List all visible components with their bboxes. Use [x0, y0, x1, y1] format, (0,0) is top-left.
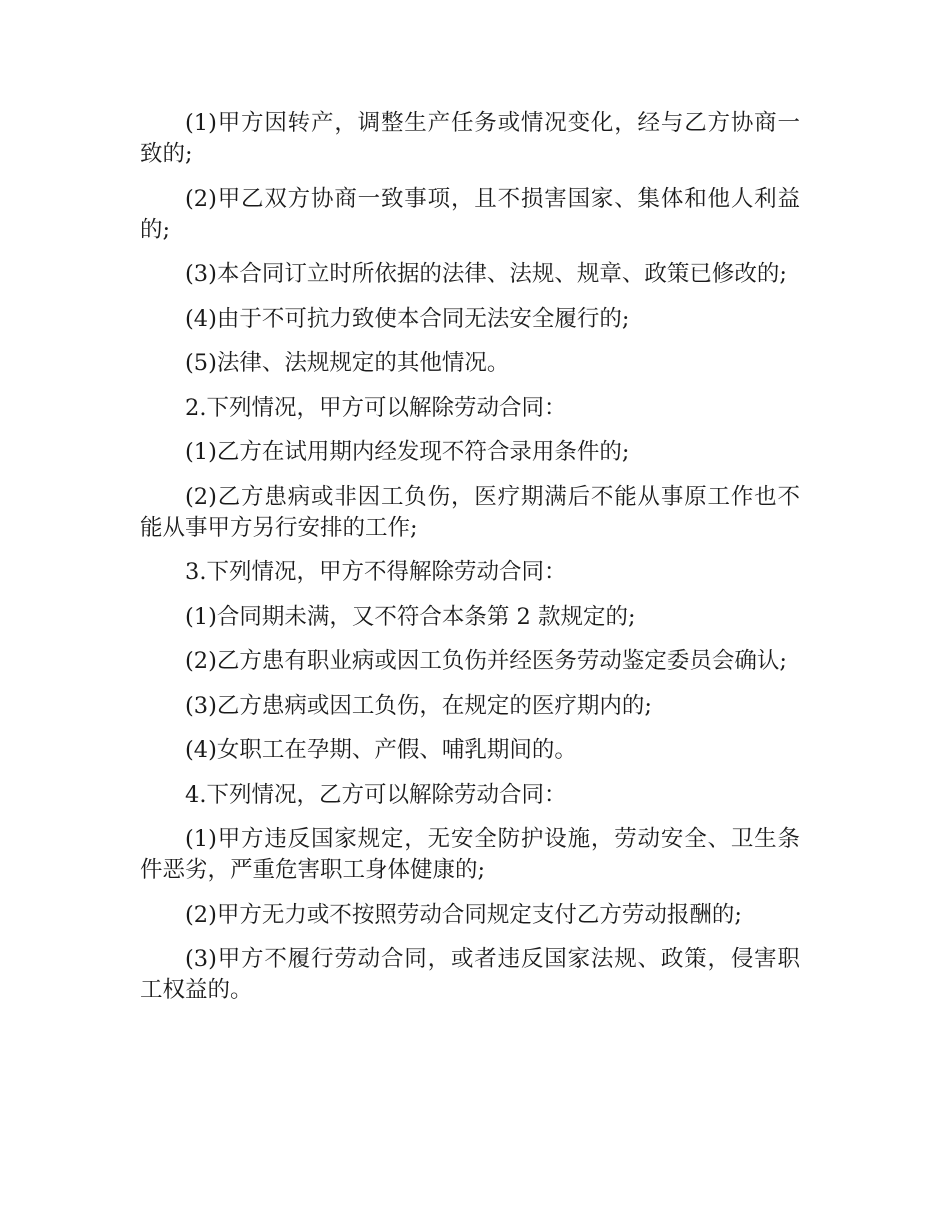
paragraph-7: (1)乙方在试用期内经发现不符合录用条件的; — [185, 439, 630, 465]
paragraph-13: (4)女职工在孕期、产假、哺乳期间的。 — [185, 737, 577, 763]
section-heading-2: 2.下列情况，甲方可以解除劳动合同： — [185, 394, 567, 421]
paragraph-12: (3)乙方患病或因工负伤，在规定的医疗期内的; — [185, 692, 652, 719]
paragraph-8: (2)乙方患病或非因工负伤，医疗期满后不能从事原工作也不能从事甲方另行安排的工作; — [140, 483, 800, 541]
paragraph-10: (1)合同期未满，又不符合本条第 2 款规定的; — [185, 603, 636, 630]
paragraph-4: (4)由于不可抗力致使本合同无法安全履行的; — [185, 305, 630, 332]
section-heading-4: 4.下列情况，乙方可以解除劳动合同： — [185, 781, 567, 808]
paragraph-17: (3)甲方不履行劳动合同，或者违反国家法规、政策，侵害职工权益的。 — [140, 946, 800, 1003]
paragraph-11: (2)乙方患有职业病或因工负伤并经医务劳动鉴定委员会确认; — [185, 648, 787, 674]
paragraph-16: (2)甲方无力或不按照劳动合同规定支付乙方劳动报酬的; — [185, 901, 742, 928]
document-body — [140, 108, 800, 1020]
paragraph-2: (2)甲乙双方协商一致事项，且不损害国家、集体和他人利益的; — [140, 185, 800, 243]
paragraph-3: (3)本合同订立时所依据的法律、法规、规章、政策已修改的; — [185, 261, 787, 287]
paragraph-15: (1)甲方违反国家规定，无安全防护设施，劳动安全、卫生条件恶劣，严重危害职工身体健康的; — [140, 826, 800, 883]
section-heading-3: 3.下列情况，甲方不得解除劳动合同： — [185, 559, 567, 585]
paragraph-1: (1)甲方因转产，调整生产任务或情况变化，经与乙方协商一致的; — [140, 110, 800, 167]
paragraph-5: (5)法律、法规规定的其他情况。 — [185, 350, 510, 376]
